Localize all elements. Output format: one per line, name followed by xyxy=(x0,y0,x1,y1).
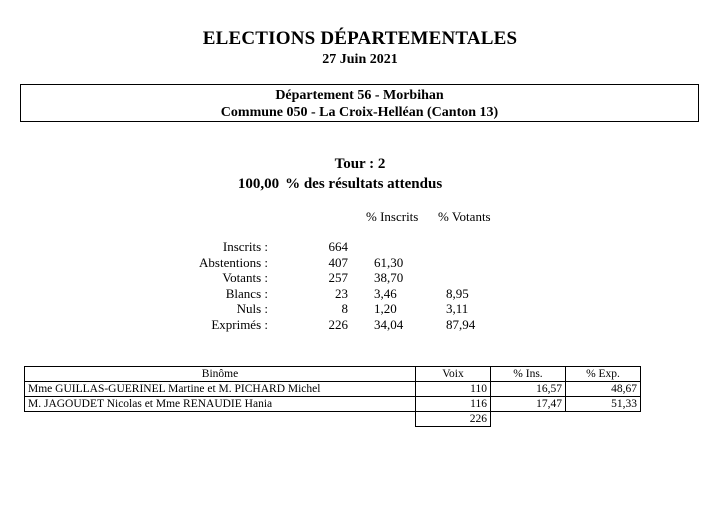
stat-pct-inscrits: 34,04 xyxy=(374,316,404,332)
page-title: ELECTIONS DÉPARTEMENTALES xyxy=(202,28,518,49)
table-row xyxy=(25,397,641,412)
stat-pct-inscrits: 3,46 xyxy=(374,285,397,301)
results-expected-text: % des résultats attendus xyxy=(285,176,443,192)
ins-value: 16,57 xyxy=(491,382,566,397)
stat-count: 257 xyxy=(328,270,348,285)
results-expected-value: 100,00 xyxy=(237,176,280,192)
stats-row-exprimes xyxy=(160,317,560,333)
stat-count: 8 xyxy=(341,301,348,316)
header-exp: % Exp. xyxy=(566,367,641,382)
col-header-votants: % Votants xyxy=(438,209,491,224)
stat-count: 23 xyxy=(335,285,348,301)
stat-pct-votants: 3,11 xyxy=(446,301,469,316)
stat-label: Blancs : xyxy=(225,285,268,301)
stat-pct-votants: 87,94 xyxy=(446,316,476,332)
stat-label: Inscrits : xyxy=(222,239,268,254)
binome-name: M. JAGOUDET Nicolas et Mme RENAUDIE Hania xyxy=(25,397,416,412)
total-voix: 226 xyxy=(416,412,491,427)
stat-label: Nuls : xyxy=(236,301,268,316)
stat-label: Exprimés : xyxy=(211,316,268,332)
stat-pct-inscrits: 61,30 xyxy=(374,254,404,270)
table-row xyxy=(25,382,641,397)
stat-label: Votants : xyxy=(222,270,268,285)
voix-value: 110 xyxy=(416,382,491,397)
total-row xyxy=(25,412,641,427)
stats-block xyxy=(160,239,560,332)
stat-count: 664 xyxy=(328,239,348,254)
stats-row-nuls xyxy=(160,301,560,317)
commune-label: Commune 050 - La Croix-Helléan (Canton 13) xyxy=(220,105,499,120)
header-voix: Voix xyxy=(416,367,491,382)
header-ins: % Ins. xyxy=(491,367,566,382)
results-header-row xyxy=(25,367,641,382)
stats-row-abstentions xyxy=(160,255,560,271)
stat-count: 226 xyxy=(328,316,348,332)
col-header-inscrits: % Inscrits xyxy=(366,209,419,224)
exp-value: 48,67 xyxy=(566,382,641,397)
header-binome: Binôme xyxy=(25,367,416,382)
departement-label: Département 56 - Morbihan xyxy=(275,88,444,103)
stat-label: Abstentions : xyxy=(199,254,268,270)
stats-row-blancs xyxy=(160,286,560,302)
results-table xyxy=(24,366,641,427)
stat-count: 407 xyxy=(328,254,348,270)
results-expected xyxy=(0,176,680,193)
stat-pct-votants: 8,95 xyxy=(446,285,469,301)
election-date: 27 Juin 2021 xyxy=(322,52,398,67)
stats-row-votants xyxy=(160,270,560,286)
exp-value: 51,33 xyxy=(566,397,641,412)
voix-value: 116 xyxy=(416,397,491,412)
tour-label: Tour : 2 xyxy=(334,156,386,172)
location-box xyxy=(20,84,699,122)
binome-name: Mme GUILLAS-GUERINEL Martine et M. PICHARD Michel xyxy=(25,382,416,397)
ins-value: 17,47 xyxy=(491,397,566,412)
stat-pct-inscrits: 1,20 xyxy=(374,301,397,316)
stat-pct-inscrits: 38,70 xyxy=(374,270,404,285)
stats-row-inscrits xyxy=(160,239,560,255)
